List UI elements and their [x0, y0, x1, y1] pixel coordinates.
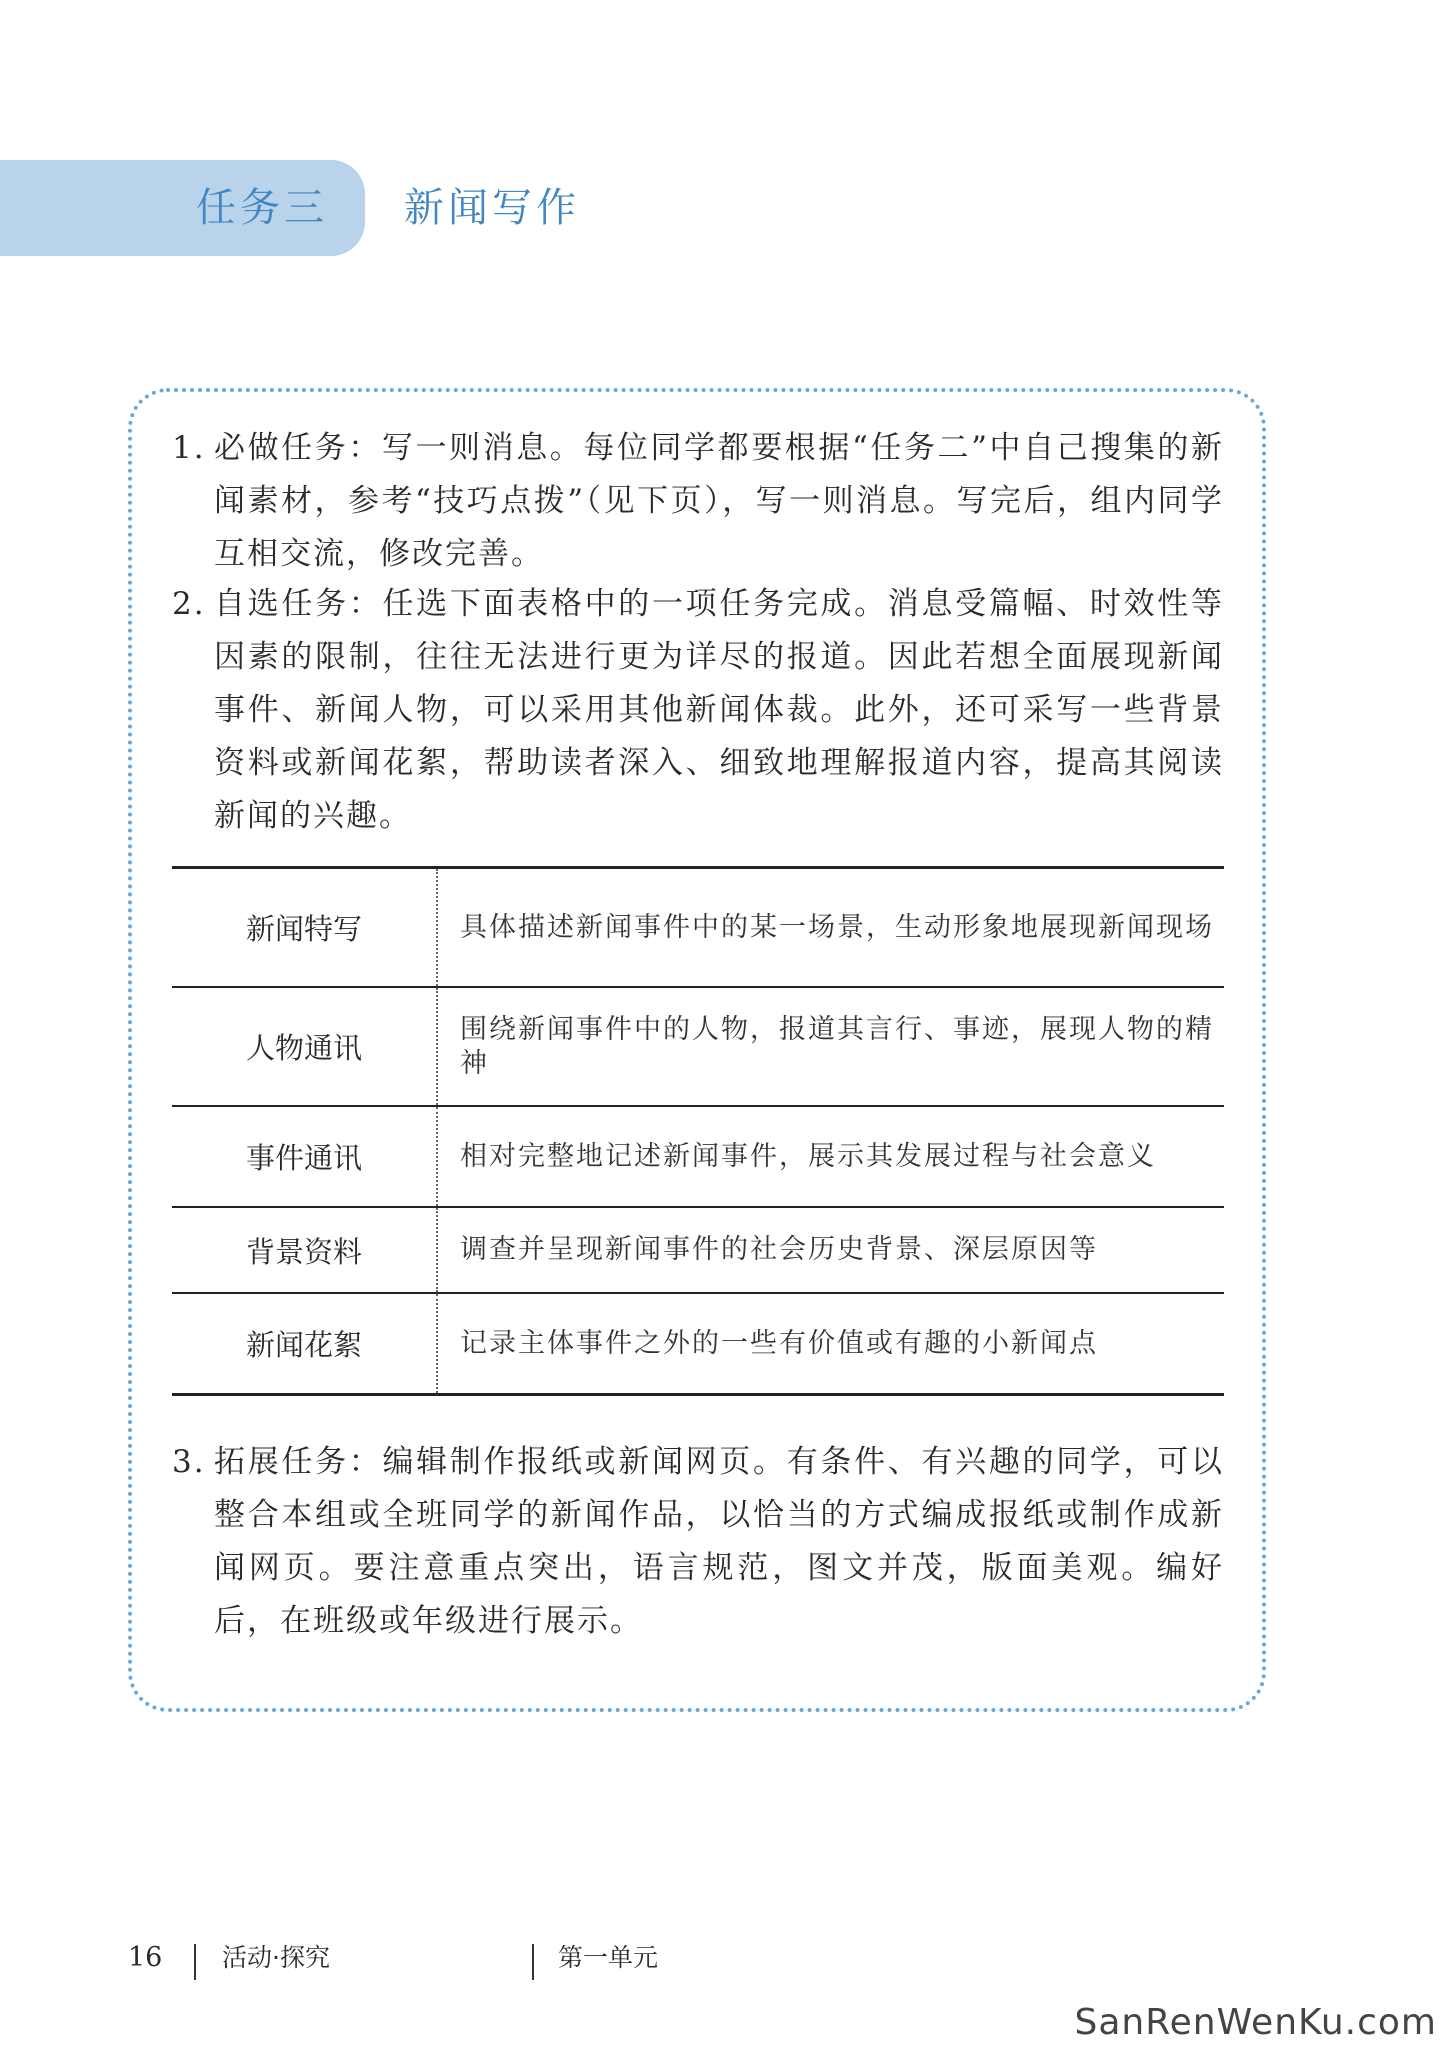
task-item-optional	[172, 578, 1224, 843]
genre-cell: 新闻花絮	[172, 1294, 438, 1393]
news-genre-table	[172, 866, 1224, 1396]
watermark: SanRenWenKu.com	[1074, 2002, 1437, 2043]
table-row	[172, 1208, 1224, 1294]
task-title: 新闻写作	[404, 185, 580, 231]
footer-divider	[532, 1944, 534, 1980]
item-text: 拓展任务：编辑制作报纸或新闻网页。有条件、有兴趣的同学，可以整合本组或全班同学的新闻作品，以恰当的方式编成报纸或制作成新闻网页。要注意重点突出，语言规范，图文并茂，版面美观。编好后，在班级或年级进行展示。	[214, 1444, 1224, 1639]
description-cell: 具体描述新闻事件中的某一场景，生动形象地展现新闻现场	[460, 911, 1214, 943]
item-text: 必做任务：写一则消息。每位同学都要根据“任务二”中自己搜集的新闻素材，参考“技巧点拨”（见下页），写一则消息。写完后，组内同学互相交流，修改完善。	[214, 430, 1224, 572]
genre-cell: 新闻特写	[172, 869, 438, 986]
table-row	[172, 1107, 1224, 1208]
table-row	[172, 1294, 1224, 1393]
description-cell: 围绕新闻事件中的人物，报道其言行、事迹，展现人物的精神	[460, 1013, 1214, 1079]
item-number: 1.	[172, 430, 206, 466]
description-cell: 调查并呈现新闻事件的社会历史背景、深层原因等	[460, 1234, 1098, 1265]
unit-label: 第一单元	[558, 1943, 659, 1972]
section-label: 活动·探究	[222, 1943, 330, 1972]
genre-cell: 背景资料	[172, 1208, 438, 1292]
item-number: 3.	[172, 1444, 206, 1480]
item-number: 2.	[172, 586, 206, 622]
item-text: 自选任务：任选下面表格中的一项任务完成。消息受篇幅、时效性等因素的限制，往往无法进行更为详尽的报道。因此若想全面展现新闻事件、新闻人物，可以采用其他新闻体裁。此外，还可采写一些背景资料或新闻花絮，帮助读者深入、细致地理解报道内容，提高其阅读新闻的兴趣。	[214, 586, 1224, 834]
task-item-required	[172, 422, 1224, 581]
description-cell: 相对完整地记述新闻事件，展示其发展过程与社会意义	[460, 1140, 1156, 1172]
genre-cell: 人物通讯	[172, 988, 438, 1105]
task-item-extended	[172, 1436, 1224, 1648]
task-number: 任务三	[196, 185, 328, 231]
table-row	[172, 988, 1224, 1107]
table-row	[172, 869, 1224, 988]
footer-divider	[194, 1944, 196, 1980]
genre-cell: 事件通讯	[172, 1107, 438, 1206]
page-number: 16	[128, 1942, 163, 1973]
description-cell: 记录主体事件之外的一些有价值或有趣的小新闻点	[460, 1327, 1098, 1359]
